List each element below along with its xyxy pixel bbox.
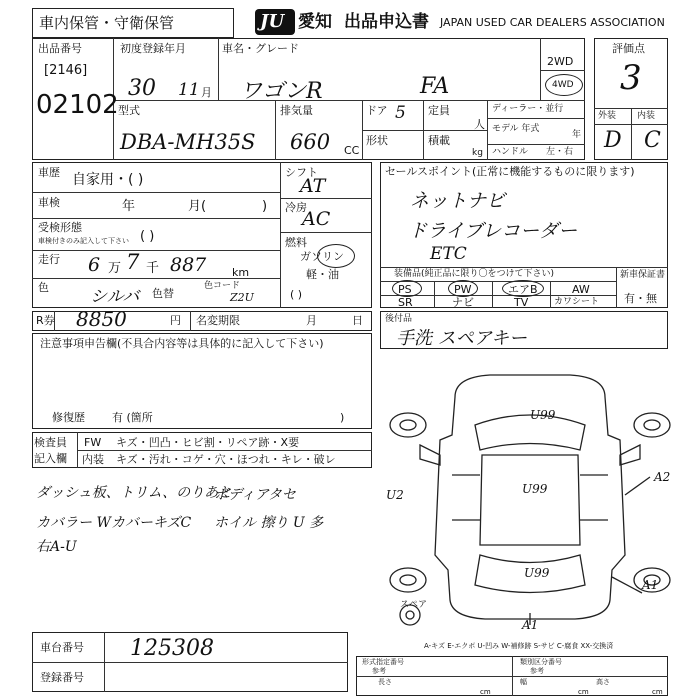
aircon-label: 冷房 (285, 201, 307, 214)
equip-navi: ナビ (452, 296, 474, 309)
selling-point-1: ネットナビ (410, 190, 506, 212)
class-reference: 参考 (530, 667, 544, 675)
recycle-unit: 円 (170, 314, 181, 327)
inspector-note-left-2: カバラー WカバーキズC (36, 515, 192, 531)
tax-month: 月 (306, 314, 317, 327)
recycle-value: 8850 (76, 307, 127, 331)
class-label: 類別区分番号 (520, 658, 562, 666)
dim-height: 高さ (596, 678, 610, 686)
drive-2wd: 2WD (547, 55, 574, 68)
mark-u-bot: U99 (524, 566, 550, 580)
color-code-label: 色コード (204, 281, 241, 291)
equip-leather: カワシート (554, 297, 600, 307)
inspection-month: 月( (188, 199, 207, 214)
first-reg-month-unit: 月 (201, 86, 212, 99)
mileage-ten-thousand: 6 (88, 254, 101, 276)
selling-point-2: ドライブレコーダー (408, 220, 578, 242)
car-grade: FA (420, 74, 450, 99)
shift-label: シフト (285, 166, 318, 179)
equip-airbag: エアB (508, 283, 538, 296)
inspector-label-2: 記入欄 (34, 452, 67, 465)
color-code-value: Z2U (230, 291, 254, 304)
new-warranty-options: 有・無 (624, 292, 657, 305)
equip-tv: TV (514, 296, 529, 309)
fuel-gas-circle (317, 244, 355, 268)
consign-paren: ( ) (140, 229, 155, 244)
repair-close: ) (340, 411, 345, 424)
logo-region: 愛知 (298, 12, 332, 32)
score-value: 3 (620, 58, 642, 98)
exterior-grade: D (604, 128, 622, 153)
mark-a1-bottom: A1 (522, 618, 539, 632)
consign-label: 受検形態 (38, 221, 82, 234)
tax-day: 日 (352, 314, 363, 327)
exterior-label: 外装 (598, 111, 617, 121)
history-value: 自家用・( ) (72, 172, 144, 188)
displacement-label: 排気量 (280, 104, 313, 117)
interior-label: 内装 (637, 111, 656, 121)
mark-a2: A2 (654, 470, 671, 484)
model-code-label: 型式 (118, 104, 140, 117)
mileage-hundreds: 887 (170, 254, 207, 276)
mark-u-mid: U99 (522, 482, 548, 496)
equip-aw: AW (572, 283, 590, 296)
mileage-label: 走行 (38, 253, 60, 266)
damage-legend: A-キズ E-エクボ U-凹み W-補修跡 S-サビ C-腐食 XX-交換済 (424, 642, 614, 650)
certified-label: 形式指定番号 (362, 658, 404, 666)
equipment-label: 装備品(純正品に限り〇をつけて下さい) (394, 269, 555, 279)
aftermarket-value: 手洗 スペアキー (396, 328, 528, 349)
handle-options: 左・右 (546, 147, 574, 157)
load-label: 積載 (428, 134, 450, 147)
model-year-unit: 年 (572, 130, 582, 140)
selling-point-3: ETC (430, 244, 467, 264)
interior-grade: C (644, 128, 661, 153)
car-name-label: 車名・グレード (222, 42, 299, 55)
lot-sub-number: [2146] (44, 63, 88, 78)
ju-logo (255, 9, 295, 35)
mark-u2: U2 (386, 488, 404, 502)
consign-sublabel: 車検付きのみ記入して下さい (38, 237, 129, 245)
form-title: 出品申込書 (344, 12, 429, 32)
first-reg-label: 初度登録年月 (120, 42, 186, 55)
mileage-man: 万 (108, 261, 122, 276)
aircon-value: AC (302, 208, 331, 230)
inspector-note-right-1: ボディアタセ (214, 487, 296, 503)
inspection-year: 年 (122, 199, 136, 214)
association-name: JAPAN USED CAR DEALERS ASSOCIATION (440, 16, 665, 29)
inspector-note-right-2: ホイル 擦り U 多 (214, 515, 324, 531)
displacement-value: 660 (290, 130, 331, 154)
ju-logo-text: JU (260, 11, 285, 32)
selling-points-label: セールスポイント(正常に機能するものに限ります) (385, 165, 635, 178)
color-label: 色 (38, 281, 49, 294)
car-name: ワゴンR (240, 79, 323, 104)
mark-u-top: U99 (530, 408, 556, 422)
storage-box (32, 8, 234, 38)
inspector-in-label: 内装 (82, 453, 104, 466)
spare-label: スペア (400, 600, 428, 610)
handle-label: ハンドル (492, 147, 529, 157)
inspector-in-items: キズ・汚れ・コゲ・穴・ほつれ・キレ・破レ (116, 453, 336, 466)
displacement-unit: CC (344, 144, 360, 157)
shape-label: 形状 (366, 134, 388, 147)
shift-value: AT (300, 175, 326, 197)
model-year-label: モデル 年式 (492, 124, 540, 134)
inspector-fw-label: FW (84, 436, 102, 449)
lot-label: 出品番号 (38, 42, 82, 55)
equip-sr: SR (398, 296, 413, 309)
load-unit: kg (472, 148, 483, 158)
repair-label: 修復歴 (52, 411, 85, 424)
lot-number: 02102 (36, 90, 119, 120)
dim-length: 長さ (378, 678, 392, 686)
capacity-label: 定員 (428, 104, 450, 117)
inspector-note-left-3: 右A-U (36, 539, 77, 555)
inspection-close: ) (262, 199, 268, 214)
fuel-paren: ( ) (290, 288, 303, 301)
equip-pw: PW (454, 283, 472, 296)
equip-ps-circle (392, 280, 422, 297)
doors-value: 5 (395, 103, 406, 123)
model-code-value: DBA-MH35S (120, 130, 256, 154)
inspector-note-left-1: ダッシュ板、トリム、のりあと (36, 485, 233, 501)
mark-a1-right: A1 (642, 578, 659, 592)
dim-width-cm: cm (578, 688, 589, 696)
dealer-import-label: ディーラー・並行 (492, 104, 564, 114)
dim-length-cm: cm (480, 688, 491, 696)
capacity-unit: 人 (474, 118, 485, 131)
history-label: 車歴 (38, 166, 60, 179)
recycle-label: R券 (36, 314, 55, 327)
equip-pw-circle (448, 280, 478, 297)
first-reg-month: 11 (178, 80, 200, 100)
notes-label: 注意事項申告欄(不具合内容等は具体的に記入して下さい) (40, 337, 324, 350)
doors-label: ドア (366, 104, 388, 117)
certified-reference: 参考 (372, 667, 386, 675)
color-change-label: 色替 (152, 287, 174, 300)
inspection-label: 車検 (38, 196, 60, 209)
storage-label: 車内保管・守衛保管 (39, 14, 175, 32)
equip-ps: PS (398, 283, 412, 296)
repair-value: 有 (箇所 (112, 411, 153, 424)
registration-label: 登録番号 (40, 671, 84, 684)
drive-4wd: 4WD (552, 80, 574, 90)
new-warranty-label: 新車保証書 (620, 270, 666, 280)
inspector-fw-items: キズ・凹凸・ヒビ割・リペア跡・X要 (116, 436, 300, 449)
inspector-label-1: 検査員 (34, 436, 67, 449)
fuel-label: 燃料 (285, 236, 307, 249)
mileage-thousand: 7 (126, 250, 140, 274)
fuel-light-oil: 軽・油 (306, 268, 339, 281)
equip-airbag-circle (502, 280, 544, 297)
chassis-label: 車台番号 (40, 641, 84, 654)
first-reg-year: 30 (128, 76, 156, 101)
color-value: シルバ (90, 287, 140, 307)
tax-label: 名変期限 (196, 314, 240, 327)
aftermarket-label: 後付品 (385, 314, 413, 324)
chassis-value: 125308 (130, 636, 214, 661)
score-label: 評価点 (612, 42, 645, 55)
mileage-sen: 千 (146, 261, 160, 276)
fuel-gas: ガソリン (300, 250, 344, 263)
dim-height-cm: cm (652, 688, 663, 696)
dim-width: 幅 (520, 678, 527, 686)
mileage-unit: km (232, 266, 250, 279)
